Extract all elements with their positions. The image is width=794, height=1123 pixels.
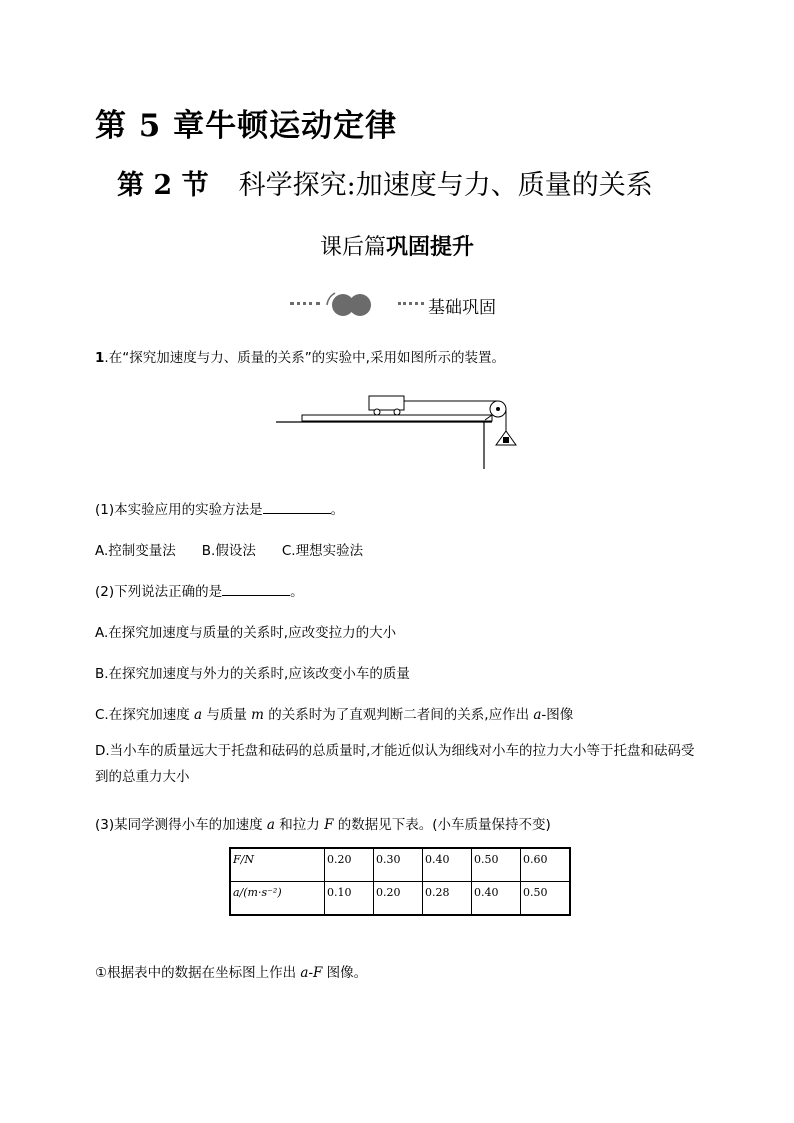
table-row bbox=[230, 882, 570, 916]
question-stem-text: .在“探究加速度与力、质量的关系”的实验中,采用如图所示的装置。 bbox=[104, 350, 505, 366]
part-3-text-2: 和拉力 bbox=[274, 817, 325, 833]
dotted-line-right bbox=[398, 302, 424, 305]
part-2-prefix: (2)下列说法正确的是 bbox=[95, 584, 223, 600]
subtitle-prefix: 课后篇 bbox=[319, 235, 386, 260]
table-cell: 0.20 bbox=[374, 882, 423, 916]
part-2-option-c bbox=[95, 703, 573, 723]
part-1-prefix: (1)本实验应用的实验方法是 bbox=[95, 502, 263, 518]
banner-label: 基础巩固 bbox=[428, 298, 496, 318]
data-table bbox=[229, 847, 571, 916]
section-heading bbox=[117, 163, 653, 202]
part-3-text-3: 的数据见下表。(小车质量保持不变) bbox=[333, 817, 551, 833]
variable-a-3: a bbox=[266, 817, 275, 833]
table-cell: 0.40 bbox=[423, 848, 472, 882]
table-cell: 0.60 bbox=[521, 848, 571, 882]
dotted-line-left bbox=[290, 302, 320, 305]
table-cell: 0.20 bbox=[325, 848, 374, 882]
answer-blank-1[interactable] bbox=[263, 503, 331, 514]
section-banner bbox=[290, 290, 530, 318]
variable-a-f: a-F bbox=[300, 965, 323, 981]
variable-a-2: a bbox=[533, 707, 542, 723]
part-2-suffix: 。 bbox=[290, 584, 304, 600]
part-2-question bbox=[95, 580, 304, 600]
subtitle bbox=[0, 230, 794, 261]
double-circle-icon bbox=[323, 292, 395, 318]
section-title: 科学探究:加速度与力、质量的关系 bbox=[238, 170, 653, 201]
part-3-text-1: (3)某同学测得小车的加速度 bbox=[95, 817, 267, 833]
variable-a: a bbox=[194, 707, 203, 723]
table-cell: 0.10 bbox=[325, 882, 374, 916]
table-header-force: F/N bbox=[230, 848, 325, 882]
part-2-option-b: B.在探究加速度与外力的关系时,应该改变小车的质量 bbox=[95, 666, 410, 682]
table-header-acceleration: a/(m·s⁻²) bbox=[230, 882, 325, 916]
item-1-text-2: 图像。 bbox=[322, 965, 368, 981]
item-marker: ① bbox=[95, 965, 108, 981]
table-row bbox=[230, 848, 570, 882]
question-1-stem bbox=[95, 346, 505, 366]
part-1-suffix: 。 bbox=[330, 502, 345, 518]
part-2-option-a: A.在探究加速度与质量的关系时,应改变拉力的大小 bbox=[95, 625, 397, 641]
section-number: 第 2 节 bbox=[117, 170, 209, 201]
option-a: A.控制变量法 bbox=[95, 543, 176, 559]
chapter-title: 第 5 章牛顿运动定律 bbox=[95, 108, 398, 144]
subtitle-bold: 巩固提升 bbox=[386, 235, 475, 260]
part-1-question bbox=[95, 498, 344, 518]
option-c-text-3: 的关系时为了直观判断二者间的关系,应作出 bbox=[263, 707, 534, 723]
option-c-text-4: -图像 bbox=[541, 707, 574, 723]
part-2-option-d: D.当小车的质量远大于托盘和砝码的总质量时,才能近似认为细线对小车的拉力大小等于托盘和砝码受到的总重力大小 bbox=[95, 743, 695, 785]
option-c-text-1: C.在探究加速度 bbox=[95, 707, 195, 723]
question-number: 1 bbox=[95, 350, 105, 366]
apparatus-diagram bbox=[270, 387, 530, 472]
table-cell: 0.50 bbox=[472, 848, 521, 882]
option-c-text-2: 与质量 bbox=[202, 707, 252, 723]
option-c: C.理想实验法 bbox=[281, 543, 364, 559]
table-cell: 0.30 bbox=[374, 848, 423, 882]
variable-f: F bbox=[324, 817, 334, 833]
option-b: B.假设法 bbox=[201, 543, 256, 559]
table-cell: 0.40 bbox=[472, 882, 521, 916]
part-3-item-1 bbox=[95, 961, 367, 981]
answer-blank-2[interactable] bbox=[222, 585, 290, 596]
part-3-question bbox=[95, 813, 551, 833]
table-cell: 0.28 bbox=[423, 882, 472, 916]
table-cell: 0.50 bbox=[521, 882, 571, 916]
item-1-text-1: 根据表中的数据在坐标图上作出 bbox=[107, 965, 301, 981]
part-1-options bbox=[95, 539, 389, 559]
variable-m: m bbox=[251, 707, 264, 723]
